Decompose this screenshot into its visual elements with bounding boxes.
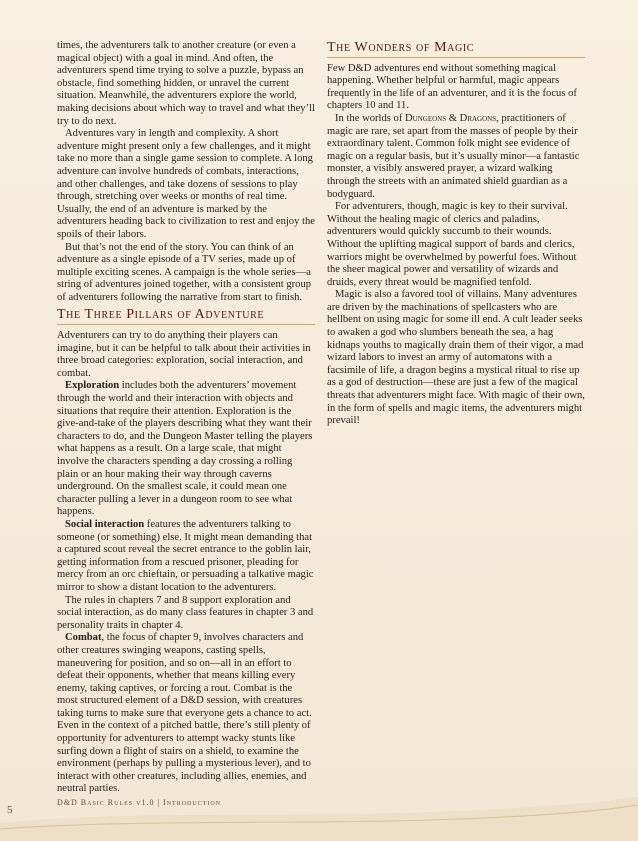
term-social-interaction: Social interaction	[65, 518, 145, 530]
paragraph: For adventurers, though, magic is key to their survival. Without the healing magic of clerics and paladins, adventurers would quickly succumb to their wounds. Without the uplifting magical support of bards and clerics, warriors might be overwhelmed by powerful foes. Without the sheer magical power and versatility of wizards and druids, every threat would be magnified tenfold.	[327, 201, 577, 288]
paragraph: Few D&D adventures end without something magical happening. Whether helpful or harmful, magic appears frequently in the life of an adventurer, and it is the focus of chapters 10 and 11.	[327, 62, 577, 112]
paragraph-text: In the worlds of	[335, 112, 406, 124]
paragraph-text: features the adventurers talking to someone (or something) else. It might mean demanding that a captured scout reveal the secret entrance to the goblin lair, getting information from a rescued prisoner, pleading for mercy from an orc chieftain, or persuading a talkative magic mirror to show a distant location to the adventurers.	[57, 518, 314, 593]
paragraph	[327, 113, 585, 201]
footer-ornament	[0, 783, 638, 841]
paragraph-exploration	[57, 380, 315, 519]
product-name: Dungeons & Dragons	[405, 112, 497, 124]
section-heading-three-pillars: The Three Pillars of Adventure	[57, 309, 315, 325]
paragraph: The rules in chapters 7 and 8 support exploration and social interaction, as do many class features in chapter 3 and personality traits in chapter 4.	[57, 594, 314, 631]
paragraph-combat	[57, 632, 315, 796]
paragraph: Adventures vary in length and complexity. A short adventure might present only a few challenges, and it might take no more than a single game session to complete. A long adventure can involve hundreds of combats, interactions, and other challenges, and take dozens of sessions to play through, stretching over weeks or months of real time. Usually, the end of an adventure is marked by the adventurers heading back to civilization to rest and enjoy the spoils of their labors.	[57, 128, 315, 240]
paragraph-text: , practitioners of magic are rare, set apart from the masses of people by their extraordinary talent. Common folk might see evidence of magic on a regular basis, but it’s usually minor—a fantastic monster, a visibly answered prayer, a wizard walking through the streets with an animated shield guardian as a bodyguard.	[327, 112, 580, 200]
paragraph: Adventurers can try to do anything their players can imagine, but it can be helpful to talk about their activities in three broad categories: exploration, social interaction, and combat.	[57, 330, 311, 379]
term-combat: Combat	[65, 632, 102, 644]
paragraph: But that’s not the end of the story. You can think of an adventure as a single episode of a TV series, made up of multiple exciting scenes. A campaign is the whole series—a string of adventures joined together, with a consistent group of adventurers following the narrative from start to finish.	[57, 241, 312, 303]
page-number: 5	[7, 804, 13, 816]
left-column	[57, 40, 315, 796]
paragraph-text: includes both the adventurers’ movement through the world and their interaction with objects and situations that require their attention. Exploration is the give-and-take of the players describing what they want their characters to do, and the Dungeon Master telling the players what happens as a result. On a large scale, that might involve the characters spending a day crossing a rolling plain or an hour making their way through caverns underground. On the smallest scale, it could mean one character pulling a lever in a dungeon room to see what happens.	[57, 380, 313, 518]
paragraph-social-interaction	[57, 519, 315, 595]
running-footer: D&D Basic Rules v1.0 | Introduction	[57, 798, 222, 807]
paragraph-text: , the focus of chapter 9, involves characters and other creatures swinging weapons, casting spells, maneuvering for position, and so on—all in an effort to defeat their opponents, whether that means killing every enemy, taking captives, or forcing a rout. Combat is the most structured element of a D&D session, with creatures taking turns to make sure that everyone gets a chance to act. Even in the context of a pitched battle, there’s still plenty of opportunity for adventurers to attempt wacky stunts like surfing down a flight of stairs on a shield, to examine the environment (perhaps by pulling a mysterious lever), and to interact with other creatures, including allies, enemies, and neutral parties.	[57, 632, 312, 795]
section-heading-wonders-of-magic: The Wonders of Magic	[327, 42, 585, 58]
term-exploration: Exploration	[65, 380, 120, 392]
paragraph: times, the adventurers talk to another creature (or even a magical object) with a goal in mind. And often, the adventurers spend time trying to solve a puzzle, bypass an obstacle, find something hidden, or unravel the current situation. Meanwhile, the adventurers explore the world, making decisions about which way to travel and what they’ll try to do next.	[57, 40, 316, 127]
paragraph: Magic is also a favored tool of villains. Many adventures are driven by the machinations of spellcasters who are hellbent on using magic for some ill end. A cult leader seeks to awaken a god who slumbers beneath the sea, a hag kidnaps youths to magically drain them of their vigor, a mad wizard labors to invest an army of automatons with a facsimile of life, a dragon begins a mystical ritual to rise up as a god of destruction—these are just a few of the magical threats that adventurers might face. With magic of their own, in the form of spells and magic items, the adventurers might prevail!	[327, 289, 585, 427]
right-column	[327, 40, 585, 428]
